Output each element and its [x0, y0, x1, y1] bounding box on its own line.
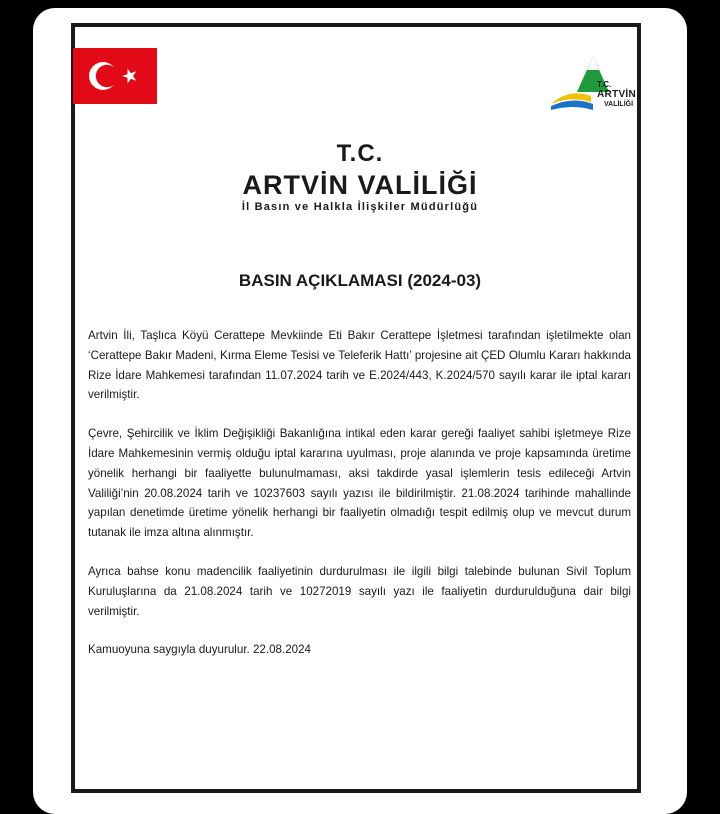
- artvin-governorship-logo: [547, 52, 647, 114]
- paragraph-3: Ayrıca bahse konu madencilik faaliyetinin durdurulması ile ilgili bilgi talebinde bulunan Sivil Toplum Kuruluşlarına da 21.08.2024 tarih ve 10272019 sayılı yazı ile faaliyetin durdurulduğuna dair bilgi verilmiştir.: [88, 564, 631, 618]
- press-release-card: [33, 8, 687, 814]
- logo-main-text: ARTVİN: [597, 89, 637, 100]
- logo-tc-text: T.C.: [597, 80, 612, 89]
- press-release-body: [88, 326, 631, 679]
- closing-line: Kamuoyuna saygıyla duyurulur. 22.08.2024: [88, 643, 312, 657]
- logo-sub-text: VALİLİĞİ: [604, 101, 634, 108]
- press-release-title: BASIN AÇIKLAMASI (2024-03): [238, 271, 482, 290]
- turkish-flag-icon: [73, 48, 157, 104]
- header-institution: ARTVİN VALİLİĞİ: [242, 170, 478, 200]
- header-department: İl Basın ve Halkla İlişkiler Müdürlüğü: [241, 201, 479, 213]
- header-tc: T.C.: [336, 140, 384, 167]
- paragraph-2: Çevre, Şehircilik ve İklim Değişikliği Bakanlığına intikal eden karar gereği faaliyet sahibi işletmeye Rize İdare Mahkemesinin vermiş olduğu iptal kararına uyulması, proje alanında ve proje kapsamında üretime yönelik herhangi bir faaliyette bulunulmaması, aksi takdirde yasal işlemlerin tesis edileceği Artvin Valiliği’nin 20.08.2024 tarih ve 10237603 sayılı yazısı ile bildirilmiştir. 21.08.2024 tarihinde mahallinde yapılan denetimde üretime yönelik herhangi bir faaliyetin olmadığı tespit edilmiş olup ve mevcut durum tutanak ile imza altına alınmıştır.: [88, 427, 631, 540]
- paragraph-1: Artvin İli, Taşlıca Köyü Cerattepe Mevkiinde Eti Bakır Cerattepe İşletmesi tarafından işletilmekte olan ‘Cerattepe Bakır Madeni, Kırma Eleme Tesisi ve Teleferik Hattı’ projesine ait ÇED Olumlu Kararı hakkında Rize İdare Mahkemesi tarafından 11.07.2024 tarih ve E.2024/443, K.2024/570 sayılı karar ile iptal kararı verilmiştir.: [88, 329, 631, 402]
